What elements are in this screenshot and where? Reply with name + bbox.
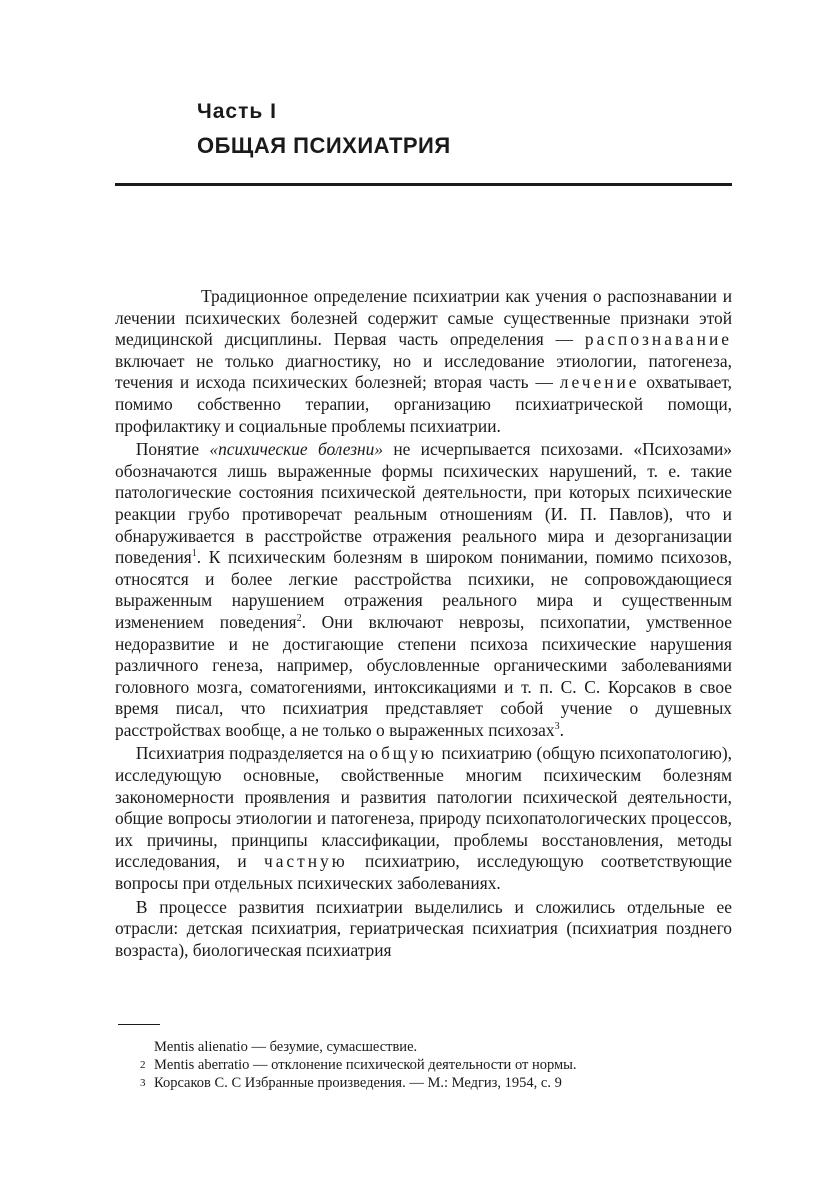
footnote-number: 2 <box>140 1059 146 1071</box>
paragraph-1-text: Традиционное определение психиатрии как учения о распознавании и лечении психических болезней содержит самые существенные признаки этой медицинской дисциплины. Первая часть определения — <box>115 286 732 350</box>
paragraph-4 <box>115 897 732 962</box>
footnote-ref-1: 1 <box>191 548 197 560</box>
paragraph-1-text-2: включает не только диагностику, но и исследование этиологии, патогенеза, течения и исхода психических болезней; вторая часть — <box>115 350 732 393</box>
footnote-text: Корсаков С. С Избранные произведения. — М.: Медгиз, 1954, с. 9 <box>154 1075 562 1091</box>
footnote-3 <box>140 1074 740 1092</box>
footnote-text: Mentis alienatio — безумие, сумасшествие. <box>154 1039 418 1055</box>
paragraph-3-emphasis-special: частную <box>263 851 348 872</box>
paragraph-3-text: Психиатрия подразделяется на <box>135 743 370 764</box>
footnote-number: 3 <box>140 1077 146 1089</box>
paragraph-2 <box>115 439 732 741</box>
paragraph-2-text: Понятие <box>135 439 210 460</box>
paragraph-3-emphasis-general: общую <box>369 743 437 764</box>
paragraph-2-italic-term: «психические болезни» <box>209 439 384 460</box>
footnote-ref-3: 3 <box>554 721 560 733</box>
footnote-2 <box>140 1056 740 1074</box>
part-label: Часть I <box>197 100 277 123</box>
paragraph-3 <box>115 743 732 894</box>
paragraph-3-text-3: психиатрию, исследующую соответствующие вопросы при отдельных психических заболеваниях. <box>115 851 732 894</box>
footnote-1 <box>140 1038 740 1056</box>
paragraph-1 <box>115 286 732 437</box>
paragraph-4-text: В процессе развития психиатрии выделились и сложились отдельные ее отрасли: детская психиатрия, гериатрическая психиатрия (психиатрия позднего возраста), биологическая психиатрия <box>115 896 732 960</box>
paragraph-2-text-2: не исчерпывается психозами. «Психозами» обозначаются лишь выраженные формы психических нарушений, т. е. такие патологические состояния психической деятельности, при которых психические реакции грубо противоречат реальным отношениям (И. П. Павлов), что и обнаруживается в расстройстве отражения реального мира и дезорганизации поведения <box>115 439 732 568</box>
title-divider <box>115 183 732 186</box>
footnote-divider <box>118 1024 160 1025</box>
main-text <box>115 286 732 961</box>
paragraph-3-text-2: психиатрию (общую психопатологию), исследующую основные, свойственные многим психическим болезням закономерности проявления и развития патологии психической деятельности, общие вопросы этиологии и патогенеза, природу психопатологических процессов, их причины, принципы классификации, проблемы восстановления, методы исследования, и <box>115 743 732 872</box>
paragraph-1-emphasis-treatment: лечение <box>559 372 640 393</box>
footnote-text: Mentis aberratio — отклонение психической деятельности от нормы. <box>154 1057 577 1073</box>
paragraph-2-text-3: . К психическим болезням в широком понимании, помимо психозов, относятся и более легкие расстройства психики, не сопровождающиеся выраженным нарушением отражения реального мира и существенным изменением поведения <box>115 547 732 632</box>
footnotes <box>140 1038 740 1092</box>
footnote-ref-2: 2 <box>296 613 302 625</box>
paragraph-1-text-3: охватывает, помимо собственно терапии, организацию психиатрической помощи, профилактику и социальные проблемы психиатрии. <box>115 372 732 436</box>
part-title: ОБЩАЯ ПСИХИАТРИЯ <box>197 133 451 158</box>
paragraph-2-text-4: . Они включают неврозы, психопатии, умственное недоразвитие и не достигающие степени психоза психические нарушения различного генеза, например, обусловленные органическими заболеваниями головного мозга, соматогениями, интоксикациями и т. п. С. С. Корсаков в свое время писал, что психиатрия представляет собой учение о душевных расстройствах вообще, а не только о выраженных психозах <box>115 611 732 740</box>
paragraph-1-emphasis-diagnosis: распознавание <box>584 329 732 350</box>
paragraph-2-text-5: . <box>559 719 564 740</box>
